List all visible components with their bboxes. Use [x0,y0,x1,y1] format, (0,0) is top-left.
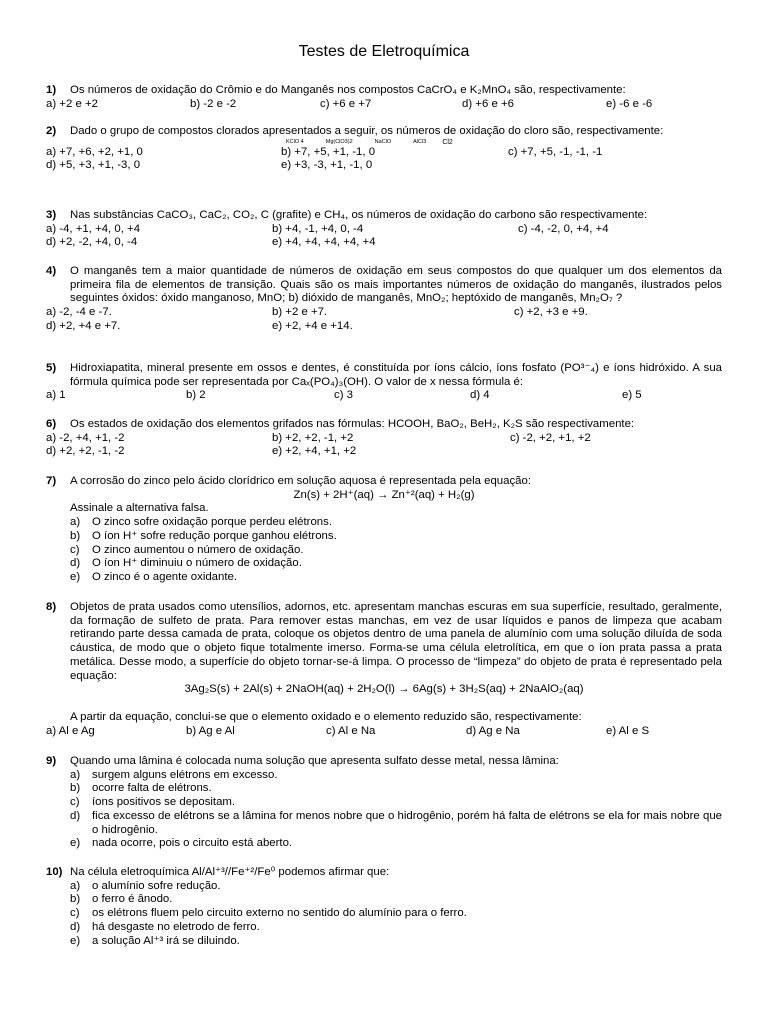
option-e: e) 5 [622,389,642,402]
option-c: c) +2, +3 e +9. [514,306,588,319]
question-text: Quando uma lâmina é colocada numa solução que apresenta sulfato desse metal, nessa lâmina: [70,755,559,767]
option-e: e) +4, +4, +4, +4, +4 [272,236,376,249]
option-b: b) +2, +2, -1, +2 [272,431,354,444]
question-text: Dado o grupo de compostos clorados apresentados a seguir, os números de oxidação do cloro são, respectivamente: [70,125,664,137]
option-e: e) +2, +4 e +14. [272,319,353,332]
compound: AlCl3 [413,138,427,145]
compound: KClO 4 [286,138,304,145]
option-a: a) -2, -4 e -7. [46,306,112,319]
option-c: c) Al e Na [326,724,376,737]
option-c: c) 3 [334,389,353,402]
option-c: c) O zinco aumentou o número de oxidação. [70,543,304,556]
option-c: c) -2, +2, +1, +2 [510,431,591,444]
option-e: e) a solução Al⁺³ irá se diluindo. [70,934,240,947]
compound: NaClO [374,138,392,145]
option-b: b) Ag e Al [186,724,235,737]
question-number: 3) [46,209,57,221]
page-title: Testes de Eletroquímica [298,43,470,60]
question-number: 6) [46,418,57,430]
option-b: b) +2 e +7. [272,306,328,319]
option-a: a) O zinco sofre oxidação porque perdeu elétrons. [70,516,332,529]
question-1 [46,84,722,111]
option-c: c) -4, -2, 0, +4, +4 [518,222,609,235]
question-text: Objetos de prata usados como utensílios, adornos, etc. apresentam manchas escuras em sua superfície, resultado, geralmente, da formação de sulfeto de prata. Para remover estas manchas, em vez de usar líquidos e panos de limpeza que acabam retirando parte dessa camada de prata, coloque os objetos dentro de uma panela de alumínio com uma solução diluída de soda cáustica, de modo que o objeto fique totalmente imerso. Forma-se uma célula eletrolítica, em que o íon prata passa a prata metálica. Desse modo, a superfície do objeto tornar-se-á limpa. O processo de “limpeza” do objeto de prata é representado pela equação: [70,601,722,682]
question-number: 5) [46,362,57,374]
option-a: a) +2 e +2 [46,97,98,110]
question-4 [46,265,722,334]
question-number: 2) [46,125,57,137]
question-2 [46,125,722,173]
question-prompt: Assinale a alternativa falsa. [70,502,209,515]
question-text: Nas substâncias CaCO₃, CaC₂, CO₂, C (grafite) e CH₄, os números de oxidação do carbono são respectivamente: [70,209,648,221]
question-8 [46,601,722,738]
option-a: a) surgem alguns elétrons em excesso. [70,768,278,781]
option-a: a) o alumínio sofre redução. [70,879,221,892]
option-e: e) -6 e -6 [606,97,653,110]
option-d: d) há desgaste no eletrodo de ferro. [70,920,260,933]
option-a: a) 1 [46,389,66,402]
option-c: c) os elétrons fluem pelo circuito externo no sentido do alumínio para o ferro. [70,907,467,920]
option-d: d) +5, +3, +1, -3, 0 [46,159,141,172]
option-d: d) 4 [470,389,490,402]
question-7 [46,475,722,585]
question-prompt: A partir da equação, conclui-se que o elemento oxidado e o elemento reduzido são, respectivamente: [70,710,582,723]
option-d: d) Ag e Na [466,724,520,737]
option-d: d) fica excesso de elétrons se a lâmina for menos nobre que o hidrogênio, porém há falta de elétrons se ela for mais nobre que o hidrogênio. [70,809,722,836]
question-number: 9) [46,755,57,767]
option-a: a) Al e Ag [46,724,95,737]
option-e: e) Al e S [606,724,650,737]
question-text: A corrosão do zinco pelo ácido clorídrico em solução aquosa é representada pela equação: [70,475,531,487]
option-c: c) +6 e +7 [320,97,372,110]
question-number: 4) [46,265,57,277]
option-a: a) -2, +4, +1, -2 [46,431,125,444]
option-d: d) +2, +4 e +7. [46,319,121,332]
option-c: c) íons positivos se depositam. [70,796,236,809]
option-b: b) o ferro é ânodo. [70,893,173,906]
option-b: b) -2 e -2 [190,97,237,110]
option-c: c) +7, +5, -1, -1, -1 [508,145,603,158]
option-e: e) nada ocorre, pois o circuito está aberto. [70,837,293,850]
question-6 [46,418,722,459]
option-d: d) +2, +2, -1, -2 [46,445,125,458]
option-b: b) +7, +5, +1, -1, 0 [281,145,376,158]
compound-list [46,139,722,146]
question-text: Hidroxiapatita, mineral presente em ossos e dentes, é constituída por íons cálcio, íons fosfato (PO³⁻₄) e íons hidróxido. A sua fórmula química pode ser representada por Caₓ(PO₄)₃(OH). O valor de x nessa fórmula é: [70,362,722,388]
question-number: 8) [46,601,57,613]
question-9 [46,755,722,851]
option-d: d) O íon H⁺ diminuiu o número de oxidação. [70,557,302,570]
question-text: Os estados de oxidação dos elementos grifados nas fórmulas: HCOOH, BaO₂, BeH₂, K₂S são respectivamente: [70,418,635,430]
option-d: d) +2, -2, +4, 0, -4 [46,236,138,249]
question-text: Na célula eletroquímica Al/Al⁺³//Fe⁺²/Fe⁰ podemos afirmar que: [70,866,390,878]
question-number: 1) [46,84,57,96]
question-number: 10) [46,866,63,878]
option-b: b) ocorre falta de elétrons. [70,782,212,795]
equation: Zn(s) + 2H⁺(aq) → Zn⁺²(aq) + H₂(g) [293,488,475,501]
option-d: d) +6 e +6 [462,97,514,110]
option-b: b) 2 [186,389,206,402]
option-e: e) O zinco é o agente oxidante. [70,570,238,583]
option-b: b) +4, -1, +4, 0, -4 [272,222,364,235]
option-e: e) +3, -3, +1, -1, 0 [281,159,373,172]
option-b: b) O íon H⁺ sofre redução porque ganhou elétrons. [70,529,337,542]
equation: 3Ag₂S(s) + 2Al(s) + 2NaOH(aq) + 2H₂O(l) → 6Ag(s) + 3H₂S(aq) + 2NaAlO₂(aq) [184,683,584,696]
option-a: a) -4, +1, +4, 0, +4 [46,222,141,235]
question-text: Os números de oxidação do Crômio e do Manganês nos compostos CaCrO₄ e K₂MnO₄ são, respectivamente: [70,84,626,96]
question-number: 7) [46,475,57,487]
question-text: O manganês tem a maior quantidade de números de oxidação em seus compostos do que qualquer um dos elementos da primeira fila de elementos de transição. Quais são os mais importantes números de oxidação do manganês, ilustrados pelos seguintes óxidos: óxido manganoso, MnO; b) dióxido de manganês, MnO₂; heptóxido de manganês, Mn₂O₇ ? [70,265,722,305]
option-e: e) +2, +4, +1, +2 [272,445,357,458]
question-3 [46,209,722,250]
question-10 [46,866,722,948]
compound: Mg(ClO3)2 [325,138,353,145]
question-5 [46,362,722,403]
option-a: a) +7, +6, +2, +1, 0 [46,145,143,158]
compound: Cl2 [442,138,453,146]
